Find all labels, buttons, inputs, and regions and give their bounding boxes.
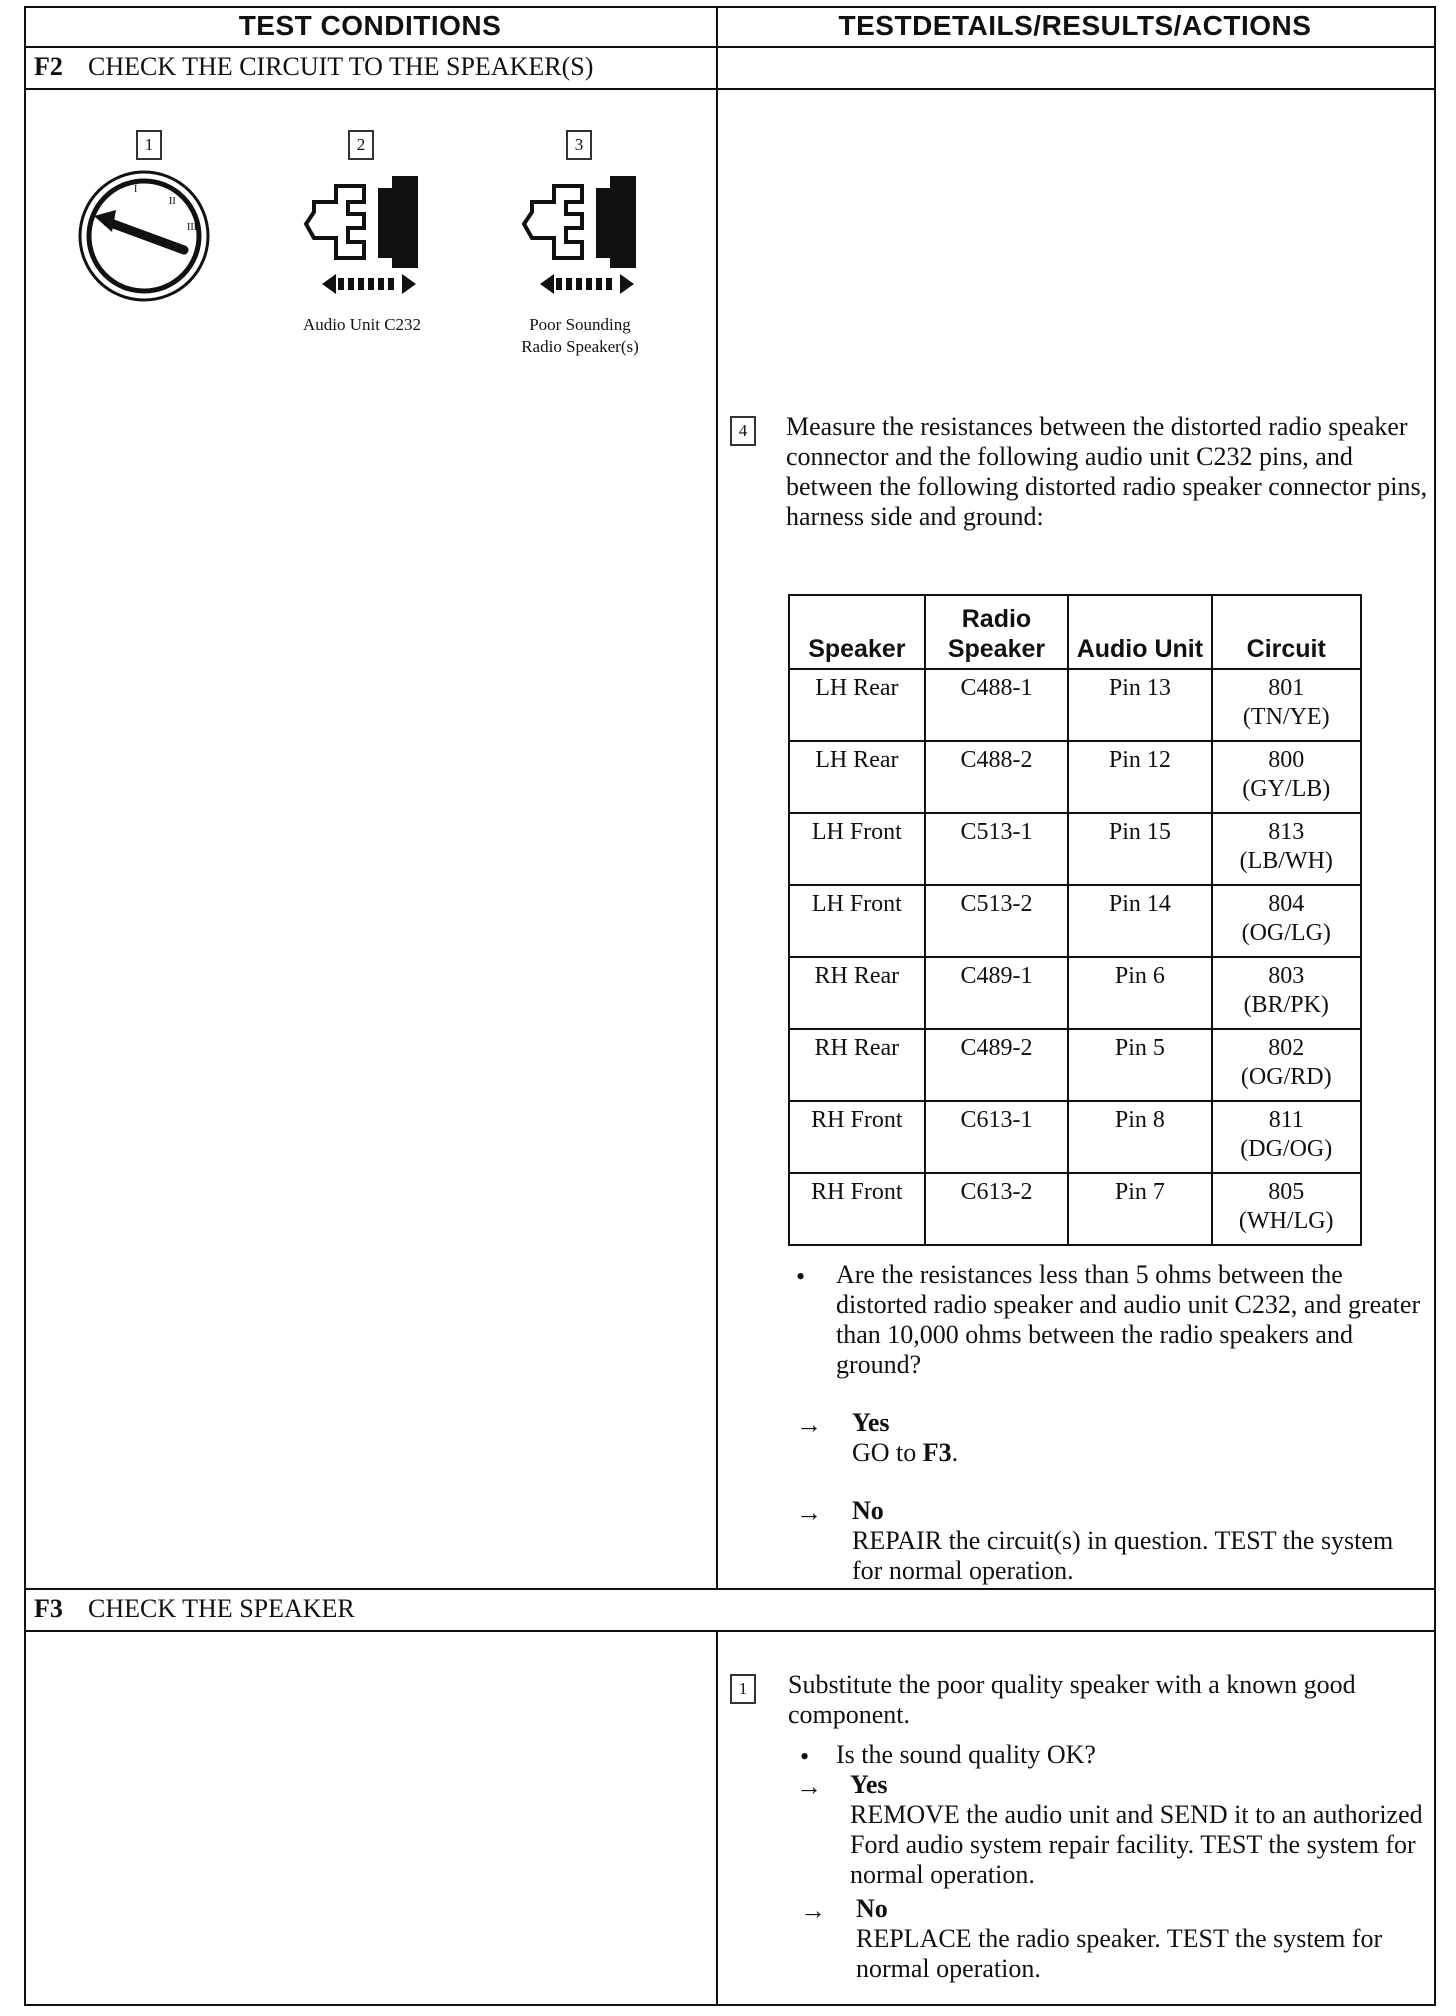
rule [24,1630,1434,1632]
connector-icon [510,166,660,296]
radio-speaker-cell: C613-2 [925,1173,1069,1245]
figure-caption: Audio Unit C232 [302,315,422,334]
connector-icon [292,166,442,296]
title-divider [716,46,718,88]
speaker-cell: RH Front [789,1101,925,1173]
circuit-number: 801 [1268,675,1305,701]
step-instruction: Measure the resistances between the distorted radio speaker connector and the following audio unit C232 pins, and between the following distorted radio speaker connector pins, harness side and ground: [786,412,1428,531]
speaker-cell: LH Rear [789,669,925,741]
circuit-cell [1212,741,1362,813]
audio-unit-cell: Pin 14 [1068,885,1211,957]
arrow-right-icon: → [796,1498,822,1527]
speaker-cell: RH Rear [789,1029,925,1101]
circuit-number: 800 [1268,747,1305,773]
section-title-f3 [34,1590,355,1628]
action-text: GO to [852,1438,923,1467]
circuit-number: 805 [1268,1179,1305,1205]
diagnostic-page [24,6,1434,2004]
circuit-number: 813 [1268,819,1305,845]
speaker-cell: LH Front [789,813,925,885]
circuit-number: 803 [1268,963,1305,989]
resistance-table [788,594,1362,1246]
bullet-icon: • [796,1262,806,1291]
circuit-cell [1212,885,1362,957]
audio-unit-cell: Pin 8 [1068,1101,1211,1173]
wire-color: (OG/RD) [1240,1064,1332,1090]
audio-unit-cell: Pin 7 [1068,1173,1211,1245]
no-action: REPAIR the circuit(s) in question. TEST the system for normal operation. [852,1526,1394,1585]
radio-speaker-cell: C513-2 [925,885,1069,957]
audio-unit-cell: Pin 6 [1068,957,1211,1029]
wire-color: (OG/LG) [1241,920,1331,946]
column-divider [716,1630,718,2004]
section-code: F2 [34,52,63,81]
caption-line: Poor Sounding [529,315,631,334]
radio-speaker-cell: C489-2 [925,1029,1069,1101]
speaker-cell: LH Rear [789,741,925,813]
step-number: 2 [348,130,374,160]
step-number: 3 [566,130,592,160]
audio-unit-cell: Pin 15 [1068,813,1211,885]
circuit-cell [1212,669,1362,741]
table-row [789,813,1361,885]
arrow-right-icon: → [796,1410,822,1439]
speaker-cell: RH Rear [789,957,925,1029]
step-number: 4 [730,416,756,446]
yes-label: Yes [850,1770,888,1799]
no-label: No [852,1496,884,1525]
yes-action: GO to F3. [852,1438,959,1467]
circuit-number: 802 [1268,1035,1305,1061]
speaker-cell: RH Front [789,1173,925,1245]
step-instruction: Substitute the poor quality speaker with a known good component. [788,1670,1356,1729]
table-row [789,741,1361,813]
circuit-cell [1212,1101,1362,1173]
header-test-conditions: TEST CONDITIONS [238,10,502,41]
no-label: No [856,1894,888,1923]
step-number: 1 [136,130,162,160]
table-row [789,1173,1361,1245]
caption-line: Radio Speaker(s) [521,337,639,356]
svg-text:II: II [169,196,176,207]
radio-speaker-cell: C513-1 [925,813,1069,885]
radio-speaker-cell: C488-1 [925,669,1069,741]
circuit-cell [1212,957,1362,1029]
table-row [789,957,1361,1029]
figure-caption [490,314,670,358]
audio-unit-cell: Pin 13 [1068,669,1211,741]
radio-speaker-cell: C489-1 [925,957,1069,1029]
wire-color: (DG/OG) [1240,1136,1333,1162]
circuit-cell [1212,1029,1362,1101]
column-header: Audio Unit [1068,595,1211,669]
section-title-f2 [34,48,593,86]
svg-text:III: III [187,222,197,233]
table-header-row [789,595,1361,669]
wire-color: (TN/YE) [1242,704,1330,730]
circuit-cell [1212,813,1362,885]
arrow-right-icon: → [796,1772,822,1801]
table-row [789,885,1361,957]
rule [24,88,1434,90]
wire-color: (LB/WH) [1239,848,1333,874]
question-text: Are the resistances less than 5 ohms between the distorted radio speaker and audio unit C232, and greater than 10,000 ohms between the radio speakers and ground? [836,1260,1421,1379]
table-row [789,669,1361,741]
circuit-number: 811 [1268,1107,1304,1133]
radio-speaker-cell: C488-2 [925,741,1069,813]
column-header: Speaker [789,595,925,669]
circuit-cell [1212,1173,1362,1245]
column-header: Radio Speaker [925,595,1069,669]
wire-color: (GY/LB) [1242,776,1331,802]
table-row [789,1101,1361,1173]
column-header: Circuit [1212,595,1362,669]
yes-action: REMOVE the audio unit and SEND it to an authorized Ford audio system repair facility. TEST the system for normal operation. [850,1800,1423,1889]
section-name: CHECK THE SPEAKER [88,1594,355,1623]
question-text: Is the sound quality OK? [836,1740,1096,1769]
section-code: F3 [34,1594,63,1623]
action-target: F3 [922,1438,952,1467]
wire-color: (WH/LG) [1238,1208,1334,1234]
section-name: CHECK THE CIRCUIT TO THE SPEAKER(S) [88,52,594,81]
header-test-details: TESTDETAILS/RESULTS/ACTIONS [838,10,1312,41]
radio-speaker-cell: C613-1 [925,1101,1069,1173]
arrow-right-icon: → [800,1896,826,1925]
no-action: REPLACE the radio speaker. TEST the system for normal operation. [856,1924,1383,1983]
step-number: 1 [730,1674,756,1704]
svg-text:L: L [104,218,111,229]
column-divider [716,88,718,1588]
audio-unit-cell: Pin 12 [1068,741,1211,813]
yes-label: Yes [852,1408,890,1437]
ignition-key-icon [74,166,214,306]
bullet-icon: • [800,1742,810,1771]
audio-unit-cell: Pin 5 [1068,1029,1211,1101]
speaker-cell: LH Front [789,885,925,957]
header-divider [716,6,718,46]
wire-color: (BR/PK) [1243,992,1329,1018]
svg-text:I: I [134,184,138,195]
circuit-number: 804 [1268,891,1305,917]
table-row [789,1029,1361,1101]
